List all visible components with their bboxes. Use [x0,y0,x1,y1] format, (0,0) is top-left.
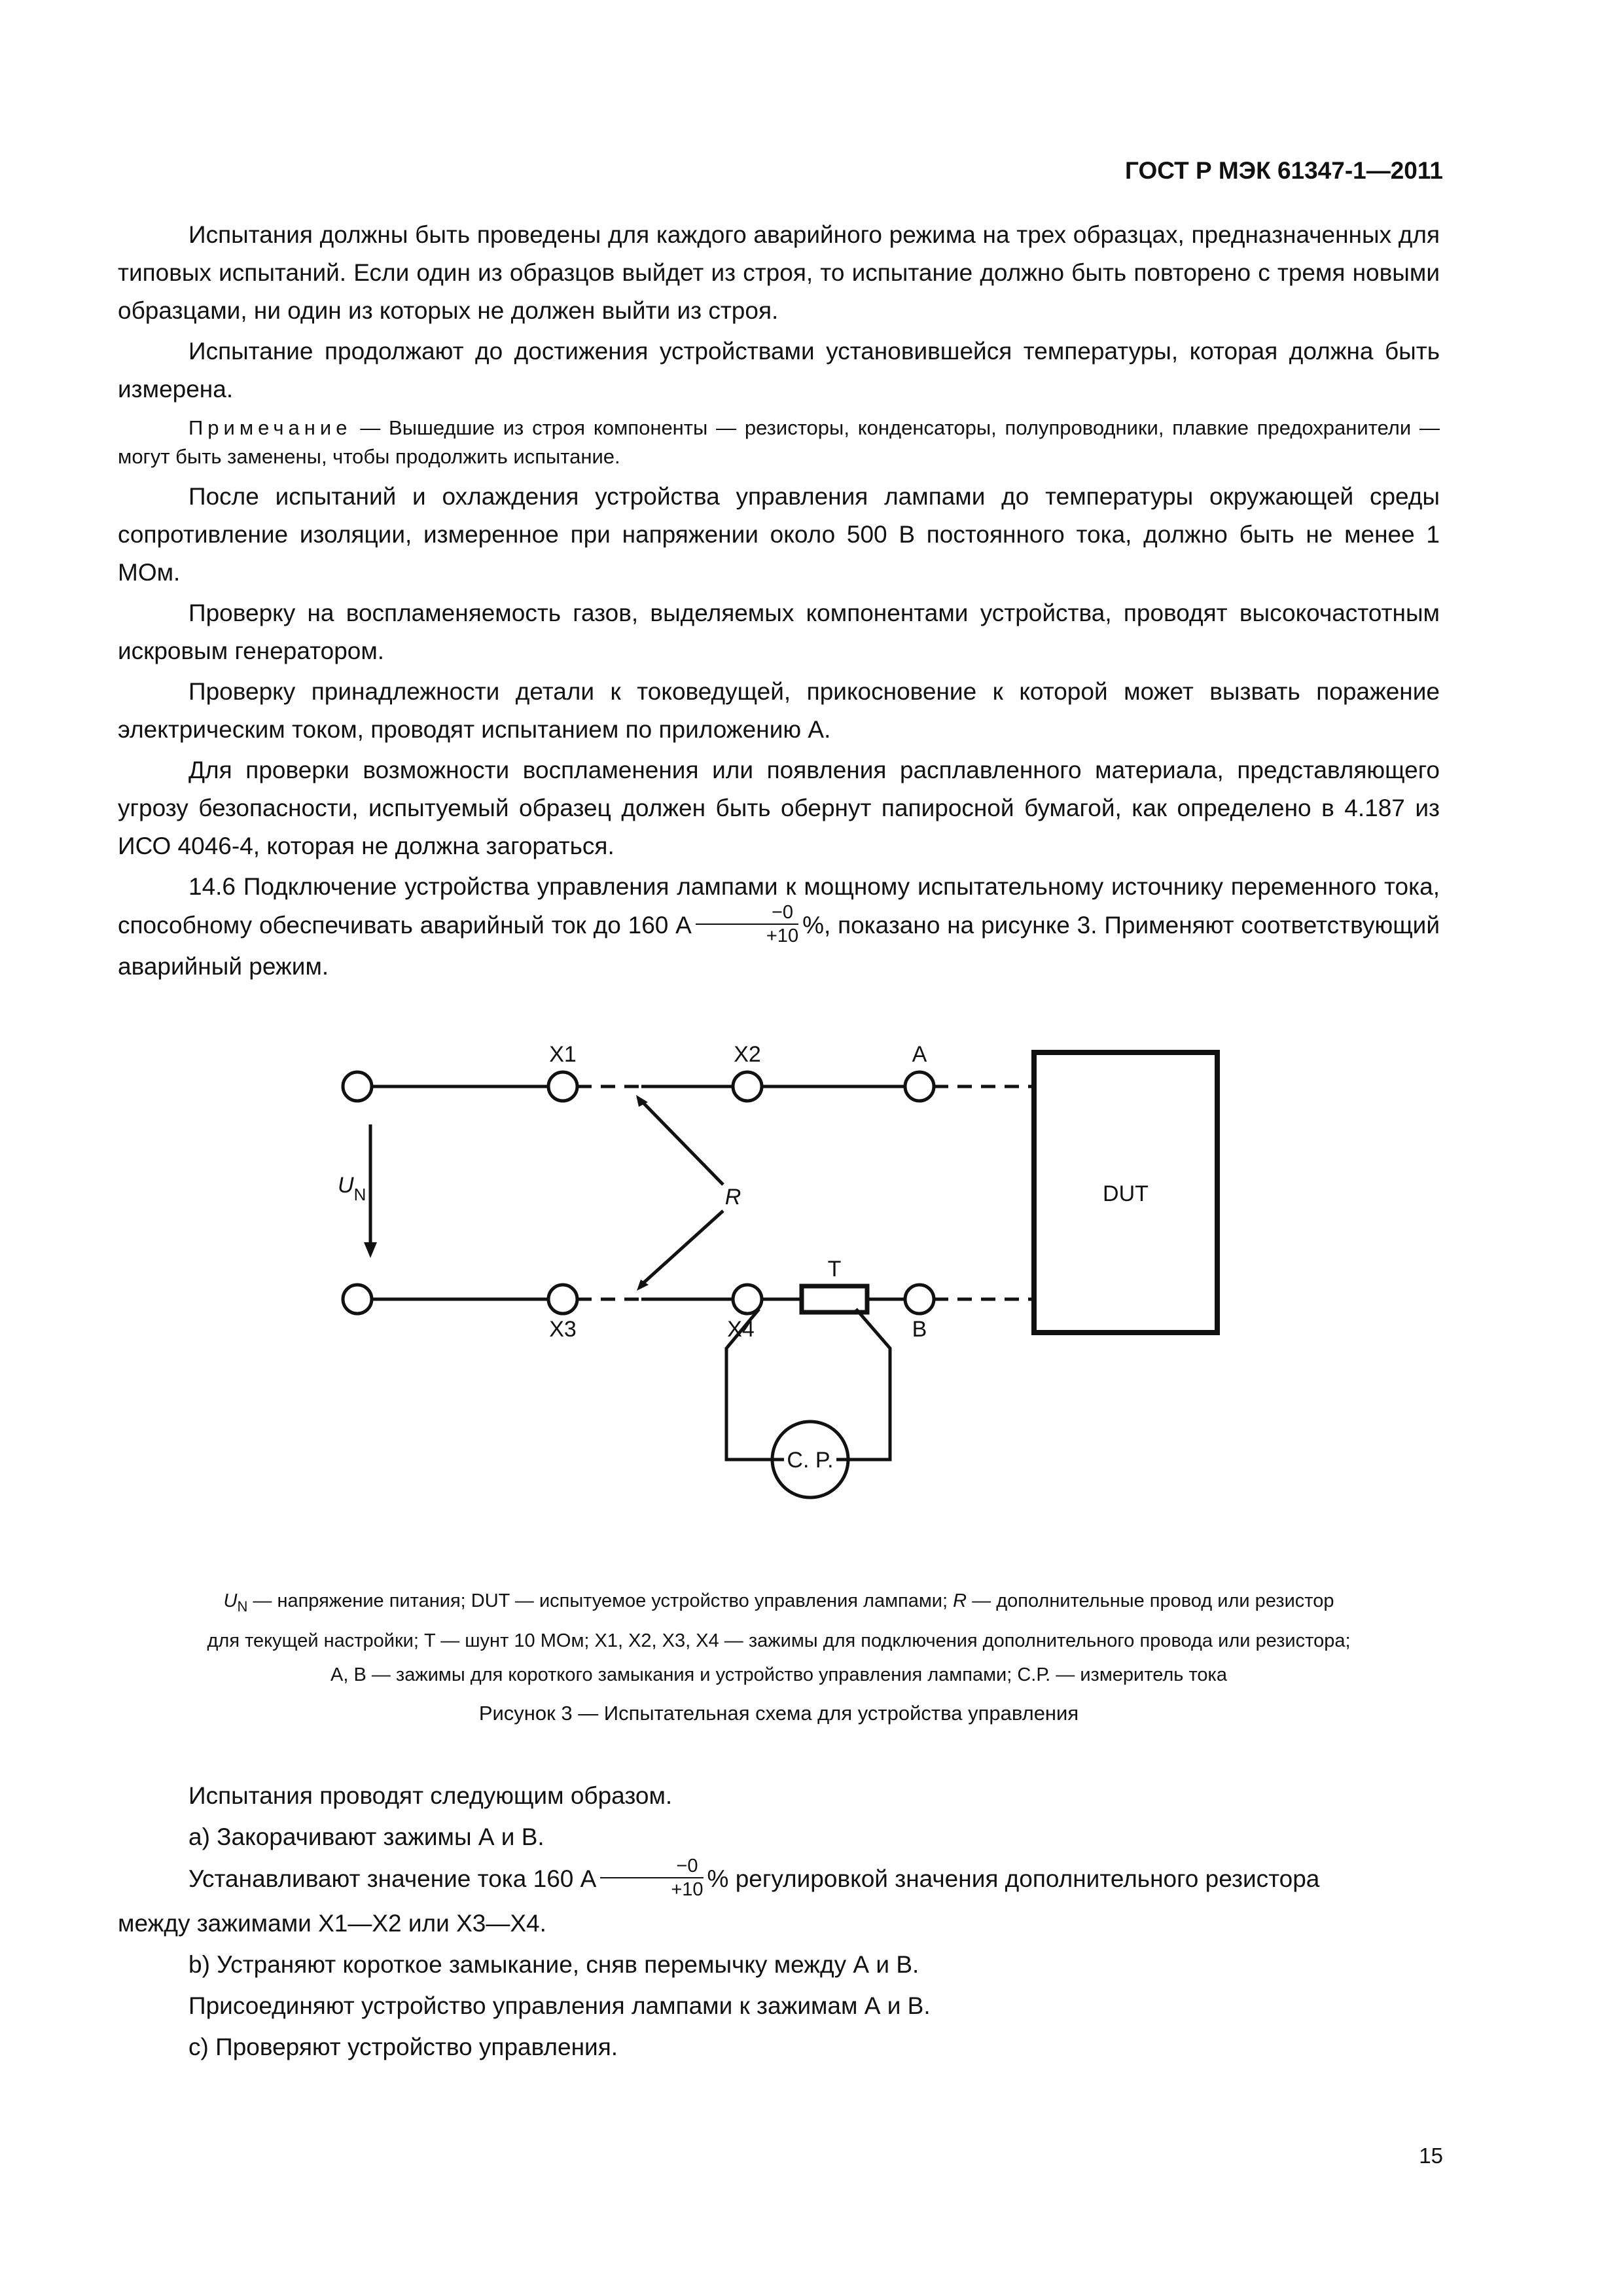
page-number: 15 [1419,2144,1443,2168]
legend-line-3: A, B — зажимы для короткого замыкания и устройство управления лампами; С.Р. — измеритель тока [330,1664,1227,1685]
paragraph: После испытаний и охлаждения устройства управления лампами до температуры окружающей среды сопротивление изоляции, измеренное при напряжении около 500 В постоянного тока, должно быть не менее 1 МОм. [118,483,1440,586]
tolerance-minus-2: −0 [600,1857,703,1878]
label-r: R [724,1185,741,1210]
terminal-x2 [733,1072,762,1101]
legend-line-1-end: — дополнительные провод или резистор [967,1590,1334,1611]
r-arrow-top [641,1101,723,1185]
procedure-intro: Испытания проводят следующим образом. [188,1782,673,1809]
legend-un-main: U [223,1590,238,1611]
label-x1: X1 [549,1042,577,1067]
label-un-sub: N [353,1185,366,1204]
terminal-a [905,1072,934,1101]
voltage-arrowhead [364,1242,377,1258]
label-x3: X3 [549,1317,577,1342]
procedure-text [118,1777,1440,2070]
note-label: Примечание [188,416,352,439]
label-b: B [912,1317,927,1342]
legend-r: R [953,1590,967,1611]
terminal-supply-top [343,1072,372,1101]
paragraph: Проверку принадлежности детали к токоведущей, прикосновение к которой может вызвать поражение электрическим током, проводят испытанием по приложению А. [118,678,1440,743]
label-a: A [912,1042,927,1067]
tolerance-fraction [696,903,798,945]
set-current-line [118,1856,1440,1901]
tolerance-minus: −0 [696,903,798,925]
label-un-main: U [338,1173,354,1198]
terminal-x3 [548,1285,577,1314]
step-c: c) Проверяют устройство управления. [188,2034,618,2060]
note-text: — Вышедшие из строя компоненты — резисторы, конденсаторы, полупроводники, плавкие предохранители — могут быть заменены, чтобы продолжить испытание. [118,416,1440,468]
main-text [118,216,1440,988]
set-current-end: % регулировкой значения дополнительного резистора [707,1865,1320,1892]
label-current-meter: C. P. [787,1448,834,1473]
paragraph: Для проверки возможности воспламенения или появления расплавленного материала, представляющего угрозу безопасности, испытуемый образец должен быть обернут папиросной бумагой, как определено в 4.187 из ИСО 4046-4, которая не должна загораться. [118,757,1440,859]
label-x2: X2 [734,1042,761,1067]
r-arrow-bottom [641,1211,723,1285]
label-t: T [827,1257,842,1282]
figure-caption: Рисунок 3 — Испытательная схема для устройства управления [478,1702,1079,1725]
step-b: b) Устраняют короткое замыкание, сняв перемычку между А и В. [188,1951,919,1978]
document-header: ГОСТ Р МЭК 61347-1—2011 [1125,157,1443,184]
test-circuit-diagram [314,1021,1309,1564]
step-a: a) Закорачивают зажимы А и В. [188,1823,544,1850]
set-current-start: Устанавливают значение тока 160 А [188,1865,597,1892]
note [118,414,1440,471]
label-dut: DUT [1103,1181,1149,1206]
legend-line-2: для текущей настройки; T — шунт 10 МОм; X1, X2, X3, X4 — зажимы для подключения дополнительного провода или резистора; [207,1630,1351,1651]
terminal-supply-bottom [343,1285,372,1314]
terminal-b [905,1285,934,1314]
paragraph: Проверку на воспламеняемость газов, выделяемых компонентами устройства, проводят высокочастотным искровым генератором. [118,600,1440,664]
label-x4: X4 [727,1317,755,1342]
terminal-x1 [548,1072,577,1101]
paragraph-14-6 [118,868,1440,986]
paragraph: Испытания должны быть проведены для каждого аварийного режима на трех образцах, предназначенных для типовых испытаний. Если один из образцов выйдет из строя, то испытание должно быть повторено с тремя новыми образцами, ни один из которых не должен выйти из строя. [118,221,1440,324]
tolerance-fraction-2 [600,1857,703,1899]
legend-un-sub: N [237,1598,248,1615]
label-un [338,1173,366,1204]
figure-legend [118,1584,1440,1692]
paragraph: Испытание продолжают до достижения устройствами установившейся температуры, которая должна быть измерена. [118,338,1440,403]
connect-line: Присоединяют устройство управления лампами к зажимам А и В. [188,1992,931,2019]
tolerance-plus: +10 [766,925,799,946]
p7-end: %, показано на рисунке 3. Применяют соответствующий аварийный режим. [118,911,1440,980]
p7-start: 14.6 Подключение устройства управления лампами к мощному испытательному источнику переменного тока, способному обеспечивать аварийный ток до 160 А [118,873,1440,939]
tolerance-plus-2: +10 [671,1879,704,1900]
legend-line-1 [118,1584,1440,1624]
set-current-cont: между зажимами X1—X2 или X3—X4. [118,1910,546,1937]
meter-wire-right [836,1309,890,1460]
legend-line-1-text: — напряжение питания; DUT — испытуемое устройство управления лампами; [247,1590,954,1611]
